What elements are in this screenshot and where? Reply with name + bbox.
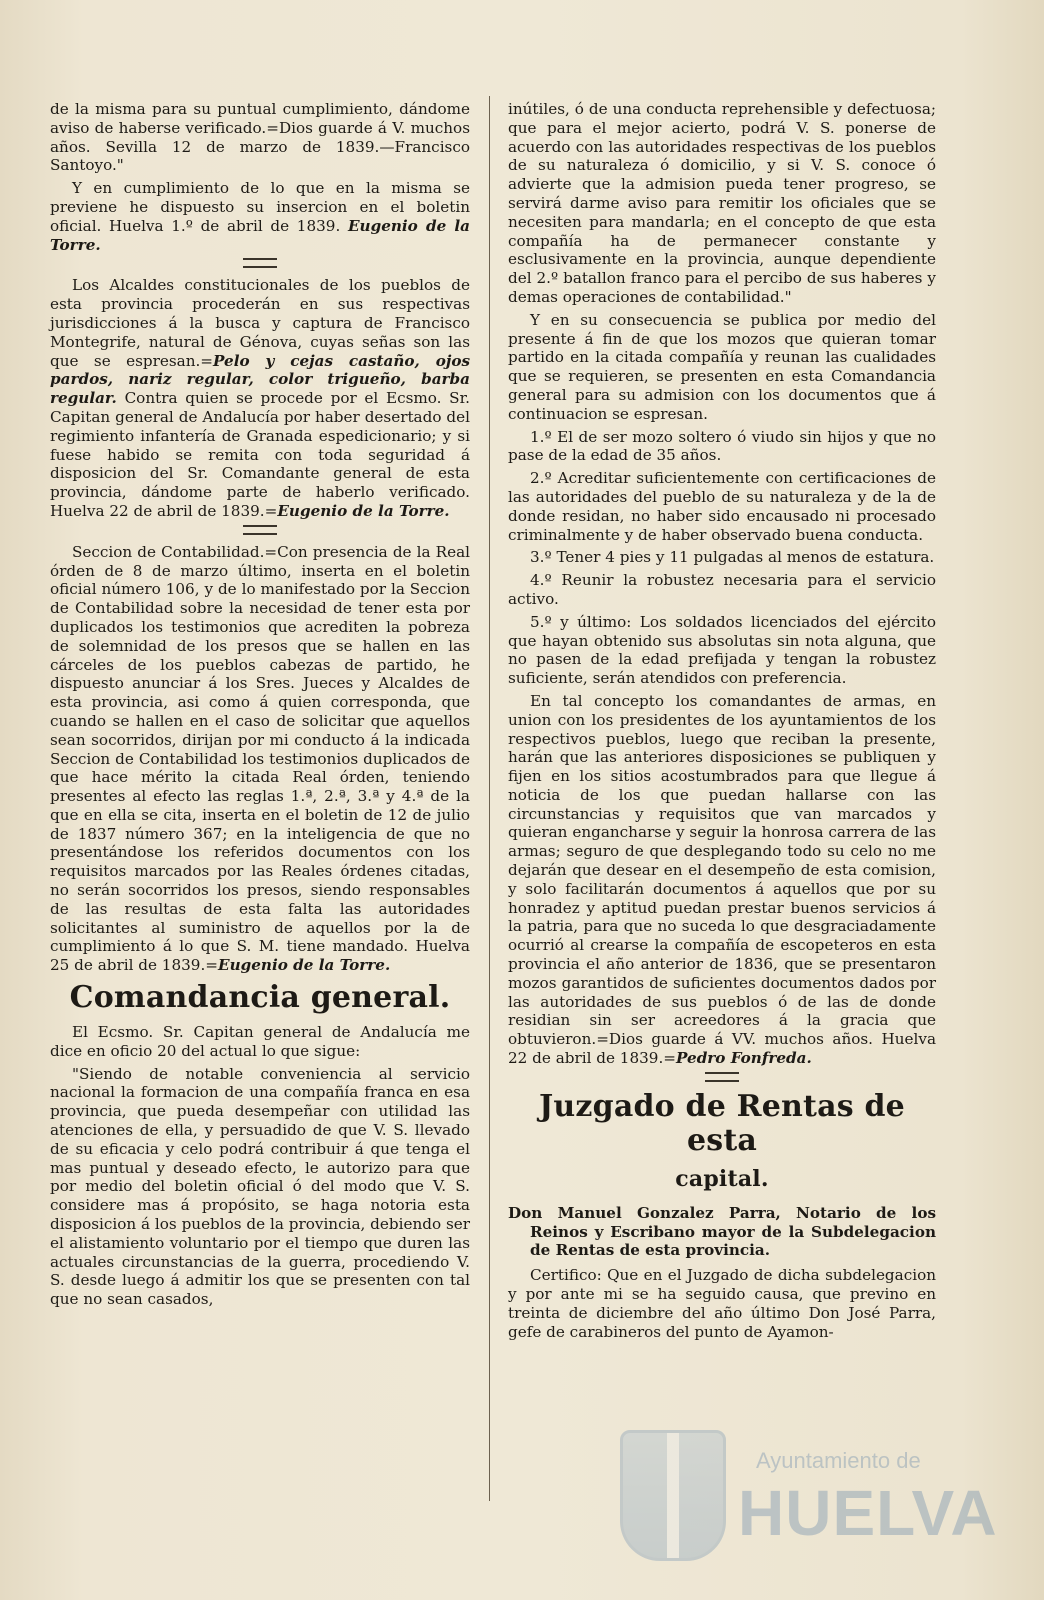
list-item: 1.º El de ser mozo soltero ó viudo sin hijos y que no pase de la edad de 35 años. xyxy=(508,427,936,465)
watermark-bottom: HUELVA xyxy=(738,1477,998,1549)
paragraph-concepto: En tal concepto los comandantes de armas, en union con los presidentes de los ayuntamientos de los respectivos pueblos, luego que reciban la presente, harán que las anteriores disposiciones se publiquen y fijen en los sitios acostumbrados para que llegue á noticia de los que puedan hallarse con las circunstancias y requisitos que van marcados y quieran engancharse y seguir la honrosa carrera de las armas; seguro de que desplegando todo su celo no me dejarán que desear en el desempeño de esta comision, y solo facilitarán documentos á aquellos que por su honradez y aptitud puedan prestar buenos servicios á la patria, para que no suceda lo que desgraciadamente ocurrió al crearse la compañía de escopeteros en esta provincia el año anterior de 1836, que se presentaron mozos garantidos de suficientes documentos dados por las autoridades de sus pueblos ó de las de donde residian sin ser acreedores á la gracia que obtuvieron.=Dios guarde á VV. muchos años. Huelva 22 de abril de 1839.=Pedro Fonfreda. xyxy=(508,691,936,1068)
column-rule xyxy=(489,96,490,1501)
signature: Eugenio de la Torre. xyxy=(50,216,470,254)
requirements-list xyxy=(508,428,936,688)
paragraph-notario: Don Manuel Gonzalez Parra, Notario de los Reinos y Escribano mayor de la Subdelegacion de Rentas de esta provincia. xyxy=(508,1203,936,1260)
signature: Eugenio de la Torre. xyxy=(218,956,391,975)
section-heading: Juzgado de Rentas de esta xyxy=(539,1088,905,1158)
section-heading: Comandancia general. xyxy=(69,980,451,1016)
paragraph-continuation: inútiles, ó de una conducta reprehensible y defectuosa; que para el mejor acierto, podrá V. S. ponerse de acuerdo con las autoridades respectivas de los pueblos de su naturaleza ó domicilio, y si V. S. conoce ó advierte que la admision pueda tener progreso, se servirá darme aviso para remitir los oficiales que se necesiten para mandarla; en el concepto de que esta compañía ha de permanecer constante y esclusivamente en la provincia, aunque dependiente del 2.º batallon franco para el percibo de sus haberes y demas operaciones de contabilidad." xyxy=(508,100,936,306)
list-item: 3.º Tener 4 pies y 11 pulgadas al menos de estatura. xyxy=(530,548,935,567)
separator xyxy=(705,1072,739,1082)
left-column xyxy=(50,100,470,1313)
right-column xyxy=(508,100,936,1345)
paragraph-consecuencia: Y en su consecuencia se publica por medio del presente á fin de que los mozos que quieran tomar partido en la citada compañía y reunan las cualidades que se requieren, se presenten en esta Comandancia general para su admision con los documentos que á continuacion se espresan. xyxy=(508,310,936,423)
shield-icon xyxy=(620,1430,726,1561)
paragraph-contabilidad: Seccion de Contabilidad.=Con presencia de la Real órden de 8 de marzo último, inserta en el boletin oficial número 106, y de lo manifestado por la Seccion de Contabilidad sobre la necesidad de tener esta por duplicados los testimonios que acrediten la pobreza de solemnidad de los presos que se hallen en las cárceles de los pueblos cabezas de partido, he dispuesto anunciar á los Sres. Jueces y Alcaldes de esta provincia, asi como á quien corresponda, que cuando se hallen en el caso de solicitar que aquellos sean socorridos, dirijan por mi conducto á la indicada Seccion de Contabilidad los testimonios duplicados de que hace mérito la citada Real órden, teniendo presentes al efecto las reglas 1.ª, 2.ª, 3.ª y 4.ª de la que en ella se cita, inserta en el boletin de 12 de julio de 1837 número 367; en la inteligencia de que no presentándose los referidos documentos con los requisitos marcados por las Reales órdenes citadas, no serán socorridos los presos, siendo responsables de las resultas de esta falta las autoridades solicitantes al suministro de aquellos por la de cumplimiento á lo que S. M. tiene mandado. Huelva 25 de abril de 1839.=Eugenio de la Torre. xyxy=(50,542,470,975)
paragraph-insercion: Y en cumplimiento de lo que en la misma se previene he dispuesto su insercion en el boletin oficial. Huelva 1.º de abril de 1839. Eugenio de la Torre. xyxy=(50,179,470,254)
section-subheading: capital. xyxy=(675,1165,769,1192)
separator xyxy=(243,525,277,535)
paragraph-captura: Los Alcaldes constitucionales de los pueblos de esta provincia procederán en sus respectivas jurisdicciones á la busca y captura de Francisco Montegrife, natural de Génova, cuyas señas son las que se espresan.=Pelo y cejas castaño, ojos pardos, nariz regular, color trigueño, barba regular. Contra quien se procede por el Ecsmo. Sr. Capitan general de Andalucía por haber desertado del regimiento infantería de Granada espedicionario; y si fuese habido se remita con toda seguridad á disposicion del Sr. Comandante general de esta provincia, dándome parte de haberlo verificado. Huelva 22 de abril de 1839.=Eugenio de la Torre. xyxy=(50,276,470,520)
list-item: 2.º Acreditar suficientemente con certificaciones de las autoridades del pueblo de su naturaleza y de la de donde residan, no haber sido encausado ni procesado criminalmente y de haber observado buena conducta. xyxy=(508,469,936,544)
list-item: 4.º Reunir la robustez necesaria para el servicio activo. xyxy=(508,571,936,608)
watermark xyxy=(620,1420,998,1570)
paragraph-compania: "Siendo de notable conveniencia al servicio nacional la formacion de una compañía franca en esa provincia, que pueda desempeñar con utilidad las atenciones de ella, y persuadido de que V. S. llevado de su eficacia y celo podrá contribuir á que tenga el mas puntual y deseado efecto, le autorizo para que por medio del boletin oficial ó del modo que V. S. considere mas á propósito, se haga notoria esta disposicion á los pueblos de la provincia, debiendo ser el alistamiento voluntario por el tiempo que duren las actuales circunstancias de la guerra, procediendo V. S. desde luego á admitir los que se presenten con tal que no sean casados, xyxy=(50,1064,470,1309)
list-item: 5.º y último: Los soldados licenciados del ejército que hayan obtenido sus absolutas sin nota alguna, que no pasen de la edad prefijada y tengan la robustez suficiente, serán atendidos con preferencia. xyxy=(508,612,936,688)
separator xyxy=(243,258,277,268)
signature: Eugenio de la Torre. xyxy=(277,501,450,520)
paragraph-santoyo: de la misma para su puntual cumplimiento, dándome aviso de haberse verificado.=Dios guarde á V. muchos años. Sevilla 12 de marzo de 1839.—Francisco Santoyo." xyxy=(50,100,470,175)
signature: Pedro Fonfreda. xyxy=(676,1049,812,1068)
paragraph-certifico: Certifico: Que en el Juzgado de dicha subdelegacion y por ante mi se ha seguido causa, que previno en treinta de diciembre del año último Don José Parra, gefe de carabineros del punto de Ayamon- xyxy=(508,1266,936,1341)
paragraph-oficio: El Ecsmo. Sr. Capitan general de Andalucía me dice en oficio 20 del actual lo que sigue: xyxy=(50,1023,470,1060)
watermark-top: Ayuntamiento de xyxy=(756,1448,921,1473)
